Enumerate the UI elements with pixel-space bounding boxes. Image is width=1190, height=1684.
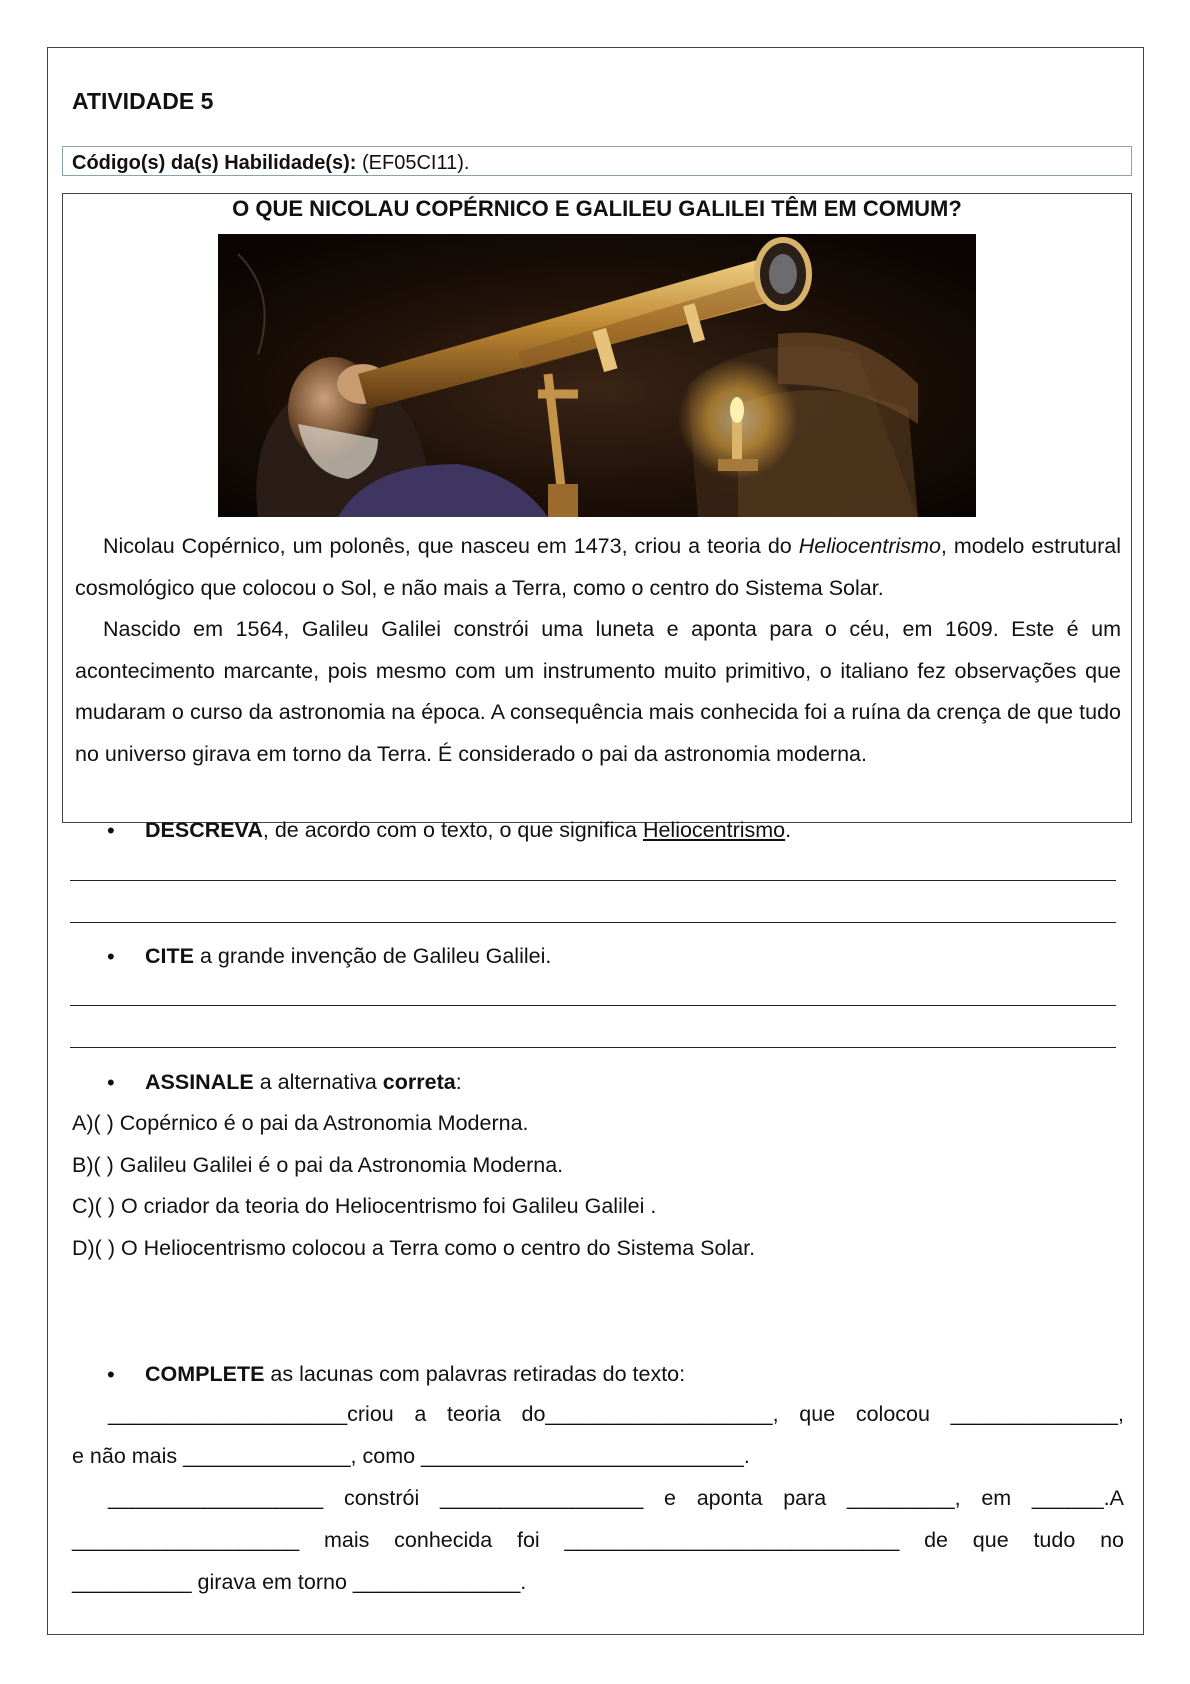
reading-title: O QUE NICOLAU COPÉRNICO E GALILEU GALILEI TÊM EM COMUM?	[232, 196, 962, 221]
astronomer-with-telescope-illustration	[218, 234, 976, 517]
option-c[interactable]: C)( ) O criador da teoria do Heliocentrismo foi Galileu Galilei .	[72, 1194, 657, 1218]
paragraph-galileu: Nascido em 1564, Galileu Galilei constrói uma luneta e aponta para o céu, em 1609. Este é um acontecimento marcante, pois mesmo com um instrumento muito primitivo, o italiano fez observações que mudaram o curso da astronomia na época. A consequência mais conhecida foi a ruína da crença de que tudo no universo girava em torno da Terra. É considerado o pai da astronomia moderna.	[75, 617, 1121, 766]
q1-underlined-term: Heliocentrismo	[642, 818, 786, 842]
fill-in-line-4[interactable]: ___________________ mais conhecida foi ____________________________ de que tudo no	[72, 1528, 1124, 1552]
skill-code-box	[62, 146, 1132, 176]
q1-text: , de acordo com o texto, o que significa	[262, 818, 643, 842]
option-a[interactable]: A)( ) Copérnico é o pai da Astronomia Moderna.	[72, 1111, 529, 1135]
question-complete	[145, 1362, 685, 1387]
fill-in-line-5[interactable]: __________ girava em torno ______________.	[72, 1570, 527, 1594]
option-d[interactable]: D)( ) O Heliocentrismo colocou a Terra como o centro do Sistema Solar.	[72, 1236, 756, 1260]
fill-in-line-1[interactable]: ____________________criou a teoria do___________________, que colocou ______________,	[108, 1402, 1124, 1426]
bullet-q3: •	[107, 1070, 115, 1095]
heliocentrismo-term: Heliocentrismo	[798, 534, 941, 558]
answer-line-q2-1[interactable]	[70, 1005, 1116, 1006]
paragraph-copernico-part1: Nicolau Copérnico, um polonês, que nasceu em 1473, criou a teoria do	[103, 534, 799, 558]
paragraph-copernico-part2: , modelo estrutural cosmológico que colocou o Sol, e não mais a Terra, como o centro do Sistema Solar.	[75, 534, 1121, 600]
q2-text: a grande invenção de Galileu Galilei.	[193, 944, 552, 968]
answer-line-q2-2[interactable]	[70, 1047, 1116, 1048]
q4-text: as lacunas com palavras retiradas do texto:	[264, 1362, 686, 1386]
q1-end: .	[785, 818, 792, 842]
option-b[interactable]: B)( ) Galileu Galilei é o pai da Astronomia Moderna.	[72, 1153, 564, 1177]
bullet-q2: •	[107, 944, 115, 969]
q1-keyword: DESCREVA	[145, 818, 263, 842]
bullet-q1: •	[107, 818, 115, 843]
answer-line-q1-1[interactable]	[70, 880, 1116, 881]
q4-keyword: COMPLETE	[145, 1362, 265, 1386]
fill-in-line-3[interactable]: __________________ constrói _________________ e aponta para _________, em ______.A	[108, 1486, 1124, 1510]
paragraph-copernico	[75, 526, 1121, 609]
q2-keyword: CITE	[145, 944, 194, 968]
bullet-q4: •	[107, 1362, 115, 1387]
question-assinale	[145, 1070, 462, 1095]
question-cite	[145, 944, 551, 969]
activity-title: ATIVIDADE 5	[72, 88, 214, 114]
fill-in-line-2[interactable]: e não mais ______________, como ___________________________.	[72, 1444, 750, 1468]
q3-end: :	[455, 1070, 462, 1094]
q3-keyword-correta: correta	[382, 1070, 456, 1094]
question-describe	[145, 818, 791, 843]
illustration-svg	[218, 234, 976, 517]
q3-text: a alternativa	[253, 1070, 383, 1094]
reading-box	[62, 193, 1132, 823]
skill-code: (EF05CI11).	[356, 152, 470, 174]
answer-line-q1-2[interactable]	[70, 922, 1116, 923]
skill-label: Código(s) da(s) Habilidade(s):	[72, 152, 357, 174]
q3-keyword: ASSINALE	[145, 1070, 254, 1094]
